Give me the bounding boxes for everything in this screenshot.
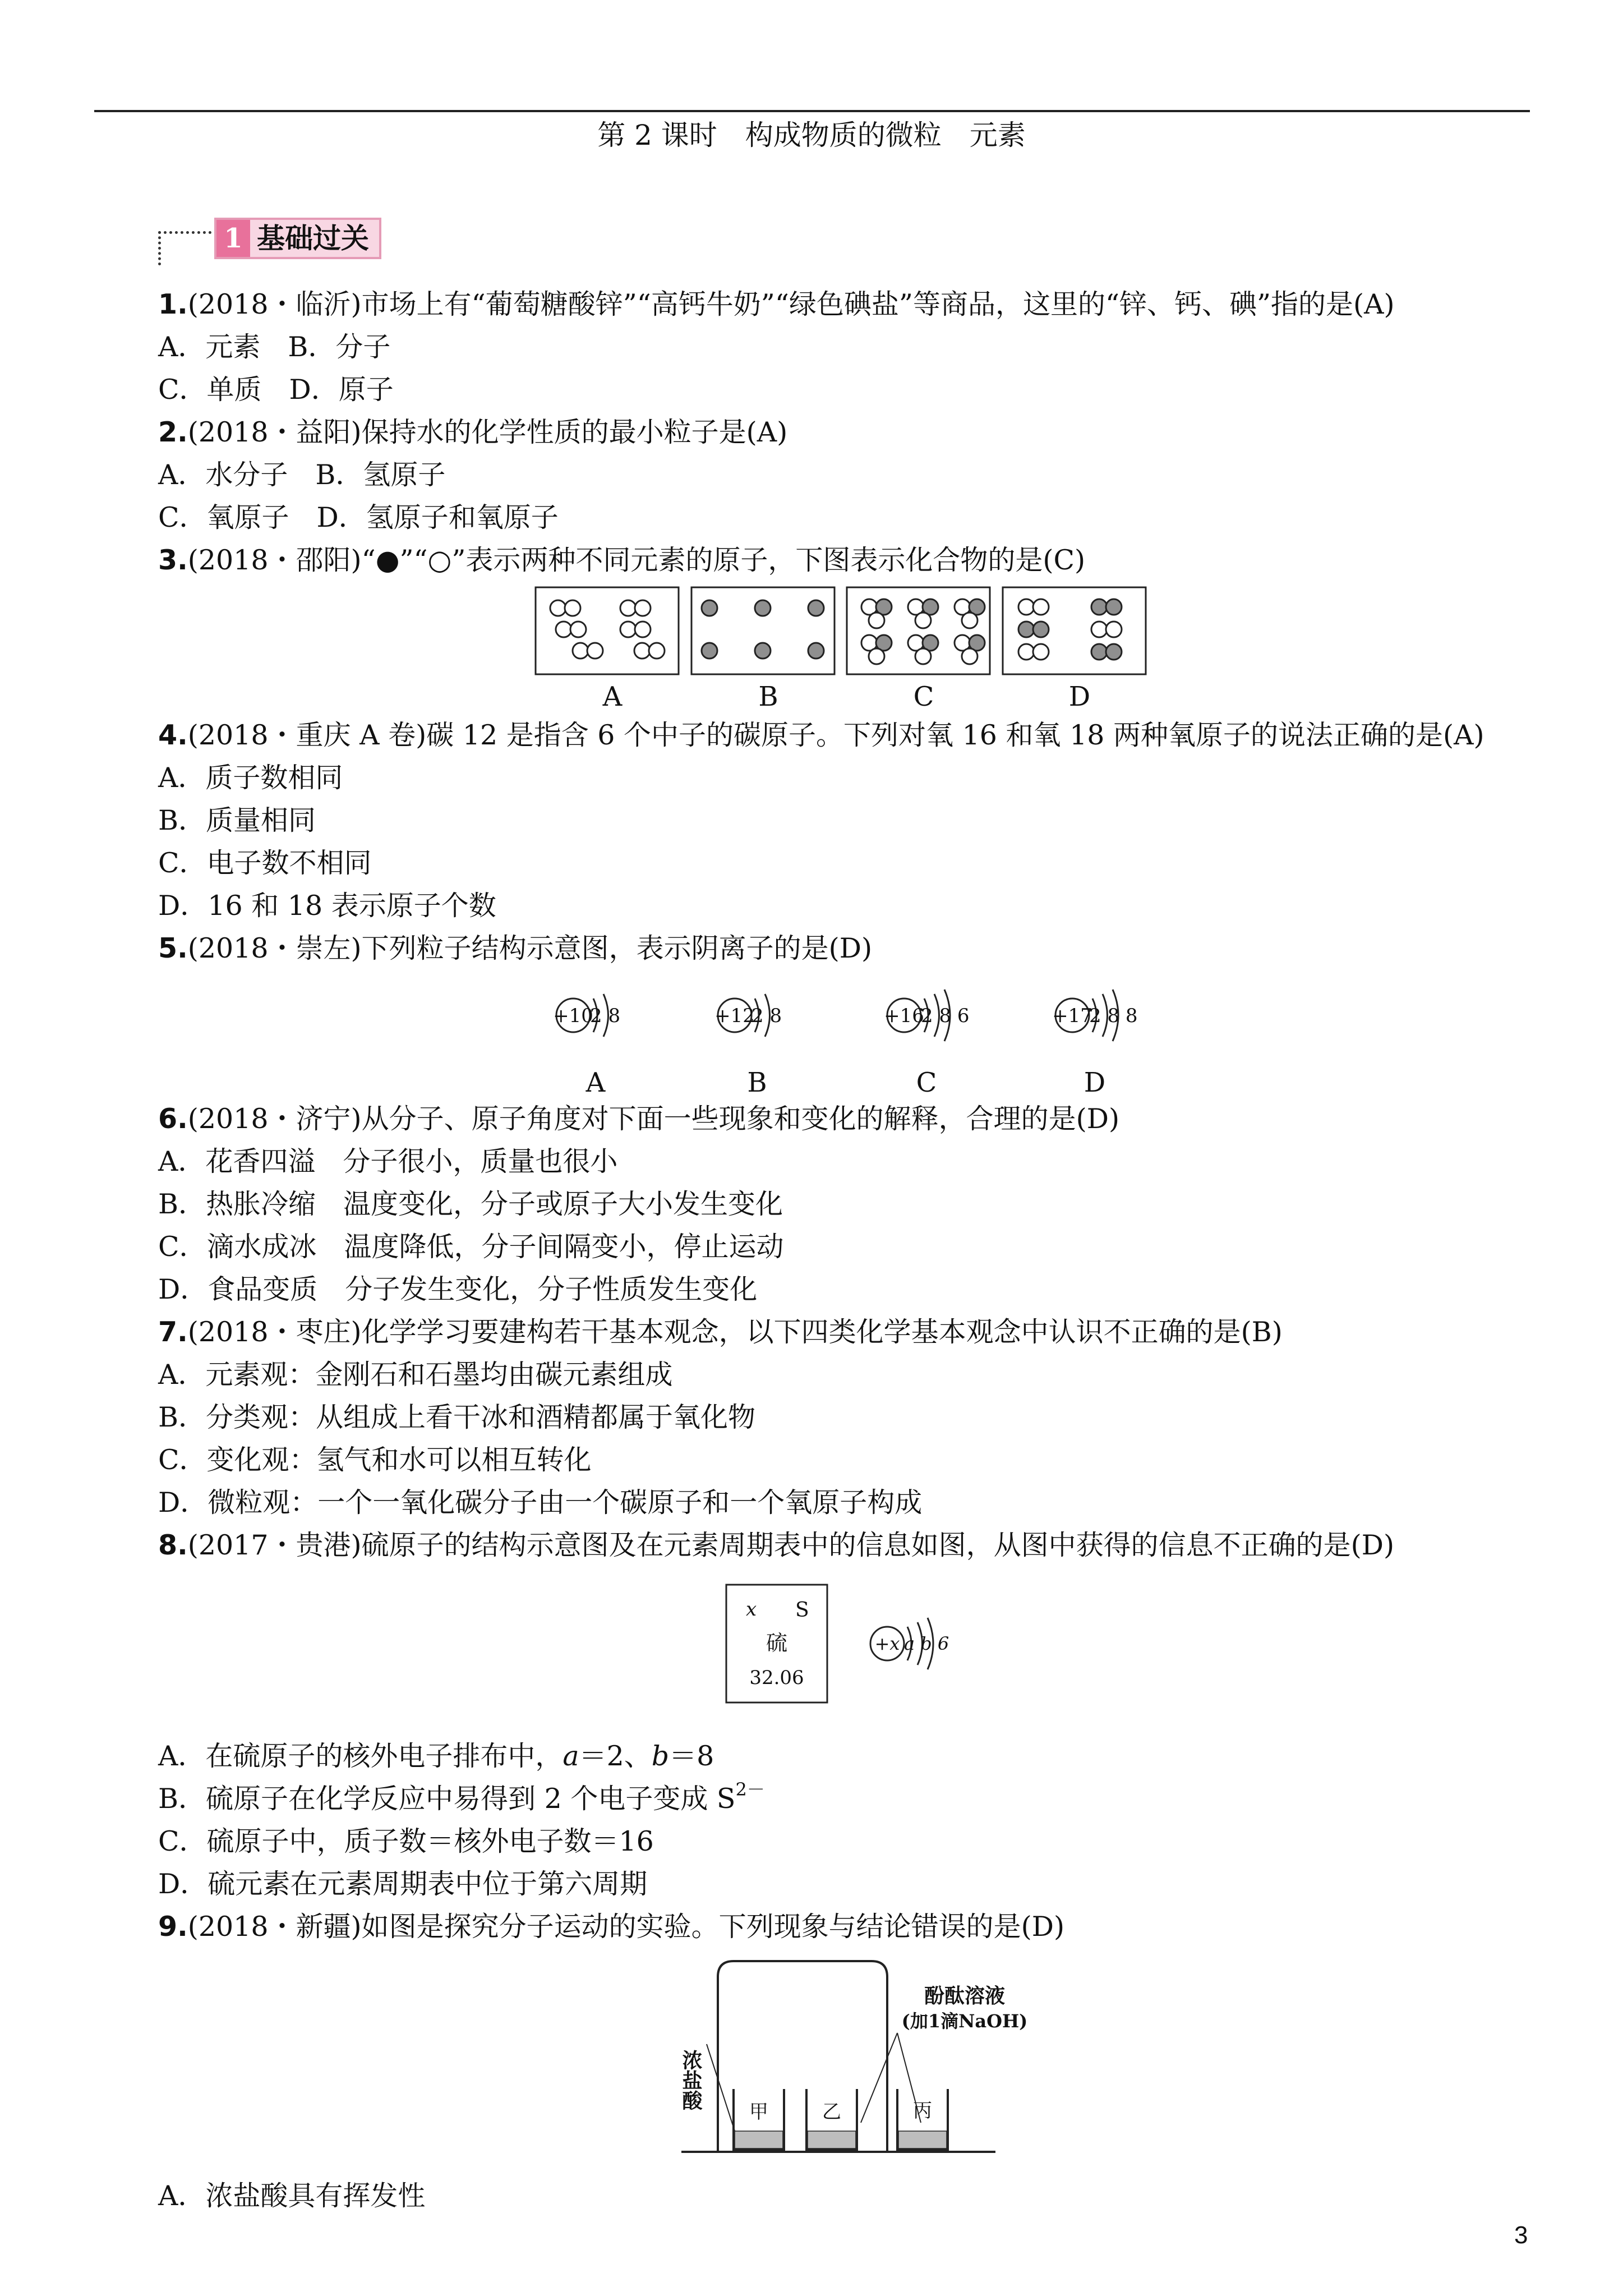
cell-symbol: S	[795, 1599, 809, 1622]
figure-label-b: B	[758, 681, 778, 712]
question-7-option: B．分类观：从组成上看干冰和酒精都属于氧化物	[158, 1401, 756, 1433]
beaker-bing-label: 丙	[913, 2100, 932, 2122]
question-5-stem: 5.(2018・崇左)下列粒子结构示意图，表示阴离子的是(D)	[158, 932, 873, 964]
cell-name: 硫	[766, 1631, 788, 1655]
sulfur-shells: a b 6	[904, 1633, 949, 1654]
question-7-option: C．变化观：氢气和水可以相互转化	[158, 1444, 592, 1476]
question-4-stem: 4.(2018・重庆 A 卷)碳 12 是指含 6 个中子的碳原子。下列对氧 16 和氧 18 两种氧原子的说法正确的是(A)	[158, 719, 1484, 751]
section-dotted-bracket	[158, 231, 217, 265]
question-2-option-row: A．水分子 B．氢原子	[158, 459, 446, 491]
question-8-stem: 8.(2017・贵港)硫原子的结构示意图及在元素周期表中的信息如图，从图中获得的信息不正确的是(D)	[158, 1529, 1395, 1561]
question-8-option-a: A．在硫原子的核外电子排布中，a＝2、b＝8	[158, 1740, 714, 1772]
beaker-jia-label: 甲	[749, 2101, 768, 2123]
ion-d-nucleus: +17	[1052, 1005, 1092, 1027]
ion-label-c: C	[916, 1067, 937, 1098]
question-7-option: D．微粒观：一个一氧化碳分子由一个碳原子和一个氧原子构成	[158, 1487, 923, 1519]
sulfur-nucleus: +x	[874, 1633, 900, 1654]
question-4-option: D．16 和 18 表示原子个数	[158, 890, 496, 922]
ion-label-a: A	[585, 1067, 606, 1098]
question-1-option-row: A．元素 B．分子	[158, 331, 391, 363]
ion-a-nucleus: +10	[553, 1005, 593, 1027]
question-8-option-d: D．硫元素在元素周期表中位于第六周期	[158, 1868, 648, 1900]
section-badge	[214, 218, 381, 259]
ion-b-shells: 2 8	[751, 1005, 782, 1027]
right-label-2: (加1滴NaOH)	[901, 2010, 1028, 2032]
ion-label-b: B	[747, 1067, 767, 1098]
question-4-option: A．质子数相同	[158, 762, 343, 794]
question-7-stem: 7.(2018・枣庄)化学学习要建构若干基本观念，以下四类化学基本观念中认识不正确的是(B)	[158, 1316, 1283, 1348]
figure-label-c: C	[913, 681, 934, 712]
ion-structure-figure	[538, 970, 1155, 1066]
question-6-option: D．食品变质 分子发生变化，分子性质发生变化	[158, 1273, 758, 1305]
large-beaker	[718, 1961, 887, 2151]
molecule-boxes-figure	[533, 585, 1150, 680]
question-9-stem: 9.(2018・新疆)如图是探究分子运动的实验。下列现象与结论错误的是(D)	[158, 1911, 1065, 1943]
figure-label-d: D	[1068, 681, 1091, 712]
ion-a-shells: 2 8	[590, 1005, 621, 1027]
question-6-option: B．热胀冷缩 温度变化，分子或原子大小发生变化	[158, 1188, 783, 1220]
question-6-option: A．花香四溢 分子很小，质量也很小	[158, 1145, 618, 1177]
ion-label-d: D	[1083, 1067, 1106, 1098]
question-1-stem: 1.(2018・临沂)市场上有“葡萄糖酸锌”“高钙牛奶”“绿色碘盐”等商品，这里的“锌、钙、碘”指的是(A)	[158, 288, 1395, 320]
left-vertical-label: 浓盐酸	[679, 2050, 703, 2110]
question-7-option: A．元素观：金刚石和石墨均由碳元素组成	[158, 1359, 673, 1391]
ion-c-shells: 2 8 6	[921, 1005, 970, 1027]
question-4-option: B．质量相同	[158, 804, 316, 836]
ion-d-shells: 2 8 8	[1089, 1005, 1138, 1027]
question-6-stem: 6.(2018・济宁)从分子、原子角度对下面一些现象和变化的解释，合理的是(D)	[158, 1103, 1120, 1135]
question-8-option-c: C．硫原子中，质子数＝核外电子数＝16	[158, 1825, 654, 1857]
header-rule	[94, 110, 1530, 112]
page-title: 第 2 课时 构成物质的微粒 元素	[597, 119, 1026, 151]
question-1-option-row: C．单质 D．原子	[158, 374, 394, 406]
question-2-stem: 2.(2018・益阳)保持水的化学性质的最小粒子是(A)	[158, 416, 788, 448]
right-label-1: 酚酞溶液	[924, 1984, 1006, 2008]
question-3-stem: 3.(2018・邵阳)“●”“○”表示两种不同元素的原子，下图表示化合物的是(C)	[158, 544, 1086, 576]
section-title: 基础过关	[250, 220, 379, 257]
question-6-option: C．滴水成冰 温度降低，分子间隔变小，停止运动	[158, 1231, 784, 1263]
cell-atomic-mass: 32.06	[749, 1667, 804, 1689]
question-4-option: C．电子数不相同	[158, 847, 372, 879]
question-9-option: A．浓盐酸具有挥发性	[158, 2180, 426, 2212]
figure-label-a: A	[602, 681, 623, 712]
ion-b-nucleus: +12	[714, 1005, 755, 1027]
section-number: 1	[216, 220, 250, 257]
diffusion-experiment-figure	[662, 1954, 1066, 2168]
sulfur-info-figure	[723, 1582, 970, 1711]
page-number: 3	[1514, 2221, 1528, 2249]
question-2-option-row: C．氧原子 D．氢原子和氧原子	[158, 501, 559, 533]
cell-atomic-number: x	[746, 1598, 757, 1621]
beaker-yi-label: 乙	[822, 2101, 841, 2123]
ion-c-nucleus: +16	[884, 1005, 924, 1027]
question-8-option-b: B．硫原子在化学反应中易得到 2 个电子变成 $S^{2-}$	[158, 1779, 765, 1815]
